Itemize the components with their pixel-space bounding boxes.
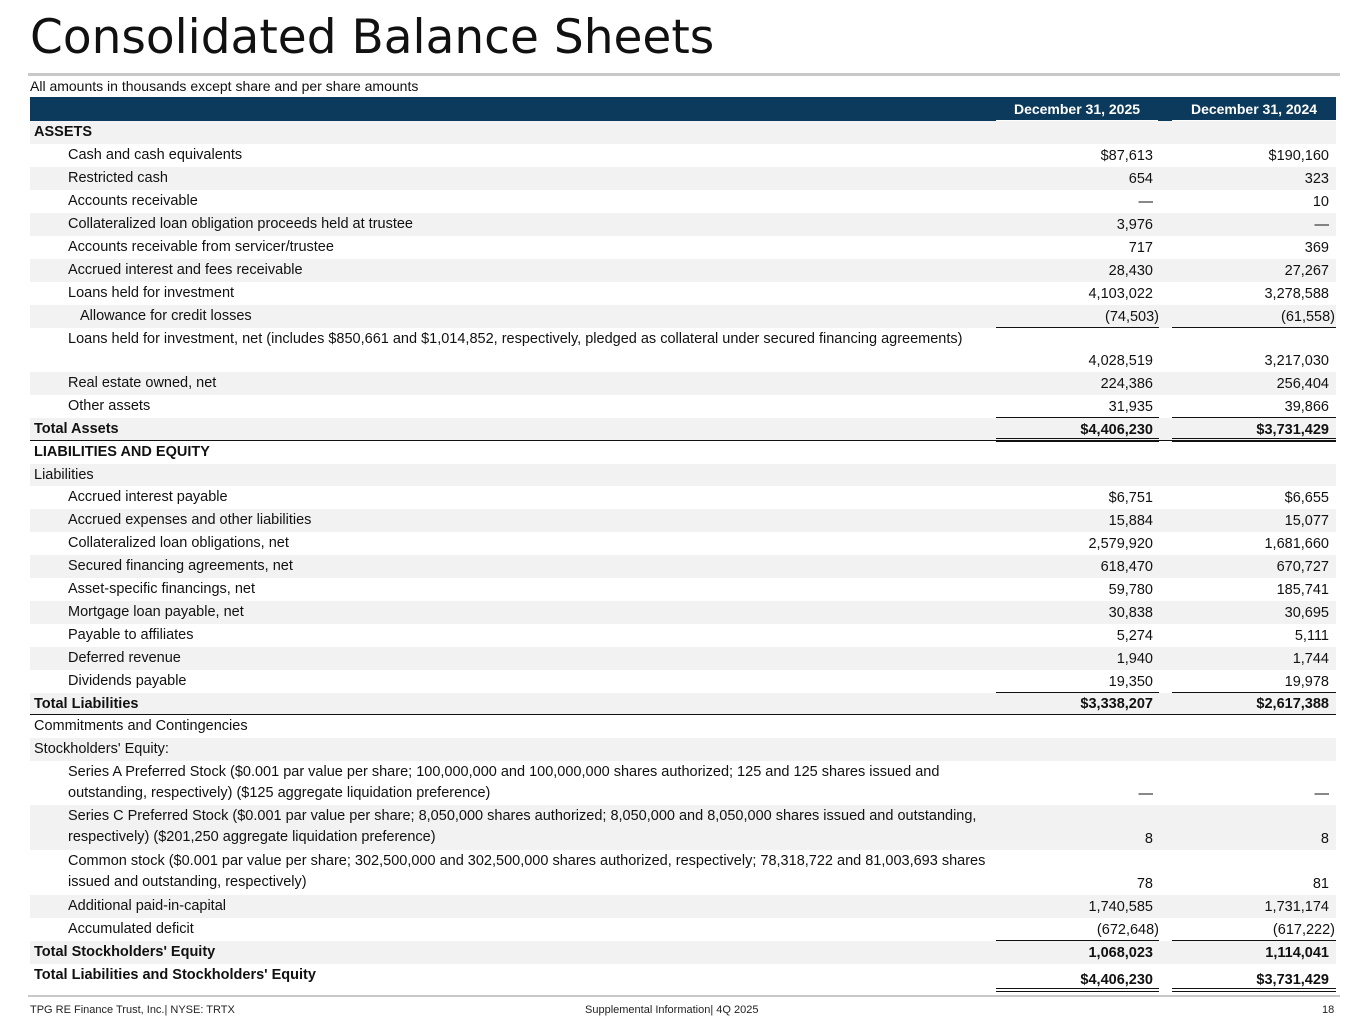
value-2025: $87,613 <box>1100 148 1153 164</box>
row-label: Series A Preferred Stock ($0.001 par value per share; 100,000,000 and 100,000,000 shares authorized; 125 and 125 shares issued and outstanding, respectively) ($125 aggregate liquidation preference) <box>68 764 940 801</box>
table-row <box>30 418 1336 441</box>
table-row <box>30 236 1336 259</box>
row-label: Total Liabilities and Stockholders' Equity <box>34 967 316 983</box>
value-2025: 5,274 <box>1116 628 1153 644</box>
value-2024: — <box>1314 217 1329 233</box>
row-label: Allowance for credit losses <box>80 308 252 324</box>
footer-company: TPG RE Finance Trust, Inc.| NYSE: TRTX <box>30 1004 235 1016</box>
value-2025: $4,406,230 <box>1080 422 1153 438</box>
table-row <box>30 121 1336 144</box>
row-label: ASSETS <box>34 124 93 140</box>
table-row <box>30 805 1336 850</box>
footer-report: Supplemental Information| 4Q 2025 <box>585 1004 759 1016</box>
value-2024: 1,681,660 <box>1264 536 1329 552</box>
table-row <box>30 305 1336 328</box>
value-2025: 30,838 <box>1108 605 1153 621</box>
column-header-2024: December 31, 2024 <box>1190 101 1318 117</box>
value-2025: (74,503) <box>1104 309 1159 325</box>
value-2024: 1,731,174 <box>1264 899 1329 915</box>
value-2024: (61,558) <box>1280 309 1335 325</box>
row-label: Restricted cash <box>68 170 168 186</box>
table-row <box>30 895 1336 918</box>
row-label: Collateralized loan obligations, net <box>68 535 289 551</box>
table-row <box>30 693 1336 715</box>
value-2024: 15,077 <box>1284 513 1329 529</box>
total-underline <box>996 988 1159 989</box>
table-row <box>30 761 1336 805</box>
row-label: Accrued expenses and other liabilities <box>68 512 312 528</box>
row-label: Series C Preferred Stock ($0.001 par value per share; 8,050,000 shares authorized; 8,050,000 and 8,050,000 shares issued and outstanding, respectively) ($201,250 aggregate liquidation preference) <box>68 808 977 845</box>
value-2025: 654 <box>1128 171 1153 187</box>
value-2025: 4,028,519 <box>1088 353 1153 369</box>
row-label: Common stock ($0.001 par value per share; 302,500,000 and 302,500,000 shares authorized, respectively; 78,318,722 and 81,003,693 shares issued and outstanding, respectively) <box>68 853 986 890</box>
value-2024: 1,114,041 <box>1265 945 1329 961</box>
table-row <box>30 850 1336 895</box>
value-2025: 15,884 <box>1108 513 1153 529</box>
table-body <box>30 121 1336 991</box>
row-label: Commitments and Contingencies <box>34 718 248 734</box>
value-2025: 1,740,585 <box>1088 899 1153 915</box>
row-label: Liabilities <box>34 467 94 483</box>
title-divider <box>28 73 1340 76</box>
value-2024: — <box>1314 786 1329 802</box>
value-2024: 5,111 <box>1294 628 1329 644</box>
row-label: Loans held for investment, net (includes $850,661 and $1,014,852, respectively, pledged as collateral under secured financing agreements) <box>68 331 963 347</box>
value-2024: $3,731,429 <box>1256 972 1329 988</box>
table-row <box>30 918 1336 941</box>
table-row <box>30 282 1336 305</box>
value-2025: 59,780 <box>1108 582 1153 598</box>
table-row <box>30 601 1336 624</box>
row-label: Secured financing agreements, net <box>68 558 293 574</box>
row-label: Total Assets <box>34 421 119 437</box>
value-2025: 4,103,022 <box>1088 286 1153 302</box>
units-note: All amounts in thousands except share and per share amounts <box>30 78 419 94</box>
row-label: Total Stockholders' Equity <box>34 944 216 960</box>
row-label: Payable to affiliates <box>68 627 194 643</box>
table-row <box>30 395 1336 418</box>
value-2024: 256,404 <box>1276 376 1329 392</box>
value-2024: 3,278,588 <box>1264 286 1329 302</box>
total-underline <box>1172 438 1336 439</box>
table-row <box>30 464 1336 486</box>
value-2025: 19,350 <box>1108 674 1153 690</box>
row-label: Mortgage loan payable, net <box>68 604 244 620</box>
value-2025: (672,648) <box>1096 922 1159 938</box>
value-2024: 81 <box>1312 876 1329 892</box>
row-label: Collateralized loan obligation proceeds held at trustee <box>68 216 413 232</box>
value-2024: 27,267 <box>1284 263 1329 279</box>
value-2024: 30,695 <box>1284 605 1329 621</box>
total-double-underline <box>996 991 1159 992</box>
table-row <box>30 624 1336 647</box>
value-2025: 618,470 <box>1100 559 1153 575</box>
row-label: Additional paid-in-capital <box>68 898 226 914</box>
value-2024: 185,741 <box>1276 582 1329 598</box>
table-row <box>30 144 1336 167</box>
total-double-underline <box>1172 991 1336 992</box>
value-2024: 10 <box>1312 194 1329 210</box>
row-label: Asset-specific financings, net <box>68 581 255 597</box>
table-row <box>30 328 1336 372</box>
row-label: Total Liabilities <box>34 696 139 712</box>
row-label: Loans held for investment <box>68 285 235 301</box>
row-label: Accounts receivable <box>68 193 198 209</box>
total-underline <box>996 438 1159 439</box>
row-label: Accrued interest and fees receivable <box>68 262 303 278</box>
row-label: Accrued interest payable <box>68 489 228 505</box>
value-2024: 8 <box>1320 831 1329 847</box>
value-2025: — <box>1138 786 1153 802</box>
table-row <box>30 213 1336 236</box>
value-2025: 8 <box>1144 831 1153 847</box>
table-row <box>30 190 1336 213</box>
value-2024: 39,866 <box>1284 399 1329 415</box>
value-2025: — <box>1138 194 1153 210</box>
table-row <box>30 670 1336 693</box>
row-label: Real estate owned, net <box>68 375 217 391</box>
table-row <box>30 259 1336 282</box>
value-2024: 19,978 <box>1284 674 1329 690</box>
table-row <box>30 578 1336 601</box>
footer-divider <box>28 995 1340 997</box>
row-label: LIABILITIES AND EQUITY <box>34 444 210 460</box>
value-2025: 3,976 <box>1116 217 1153 233</box>
table-row <box>30 738 1336 761</box>
row-label: Stockholders' Equity: <box>34 741 169 757</box>
table-row <box>30 555 1336 578</box>
value-2024: 323 <box>1304 171 1329 187</box>
table-row <box>30 167 1336 190</box>
table-row <box>30 372 1336 395</box>
value-2025: 78 <box>1136 876 1153 892</box>
value-2024: $190,160 <box>1268 148 1329 164</box>
value-2025: $3,338,207 <box>1080 696 1153 712</box>
row-label: Dividends payable <box>68 673 187 689</box>
value-2025: 31,935 <box>1108 399 1153 415</box>
row-label: Accounts receivable from servicer/trustee <box>68 239 334 255</box>
table-row <box>30 486 1336 509</box>
value-2024: 670,727 <box>1276 559 1329 575</box>
total-underline <box>1172 988 1336 989</box>
value-2024: $6,655 <box>1284 490 1329 506</box>
table-row <box>30 941 1336 964</box>
value-2024: $3,731,429 <box>1256 422 1329 438</box>
row-label: Other assets <box>68 398 151 414</box>
page-title: Consolidated Balance Sheets <box>30 10 715 65</box>
table-row <box>30 509 1336 532</box>
row-label: Deferred revenue <box>68 650 181 666</box>
balance-sheet-table <box>30 97 1336 991</box>
column-header-2025: December 31, 2025 <box>1013 101 1141 117</box>
page-number: 18 <box>1322 1004 1335 1016</box>
table-row <box>30 964 1336 991</box>
value-2025: $4,406,230 <box>1080 972 1153 988</box>
table-row <box>30 441 1336 464</box>
value-2025: 224,386 <box>1100 376 1153 392</box>
row-label: Accumulated deficit <box>68 921 194 937</box>
table-row <box>30 647 1336 670</box>
value-2025: 2,579,920 <box>1088 536 1153 552</box>
value-2025: 28,430 <box>1108 263 1153 279</box>
value-2025: $6,751 <box>1108 490 1153 506</box>
table-header <box>30 97 1336 121</box>
value-2024: 3,217,030 <box>1264 353 1329 369</box>
value-2025: 717 <box>1128 240 1153 256</box>
value-2024: $2,617,388 <box>1256 696 1329 712</box>
value-2024: (617,222) <box>1272 922 1335 938</box>
value-2024: 369 <box>1304 240 1329 256</box>
table-row <box>30 532 1336 555</box>
value-2024: 1,744 <box>1292 651 1329 667</box>
row-label: Cash and cash equivalents <box>68 147 243 163</box>
value-2025: 1,068,023 <box>1088 945 1153 961</box>
value-2025: 1,940 <box>1116 651 1153 667</box>
table-row <box>30 715 1336 738</box>
